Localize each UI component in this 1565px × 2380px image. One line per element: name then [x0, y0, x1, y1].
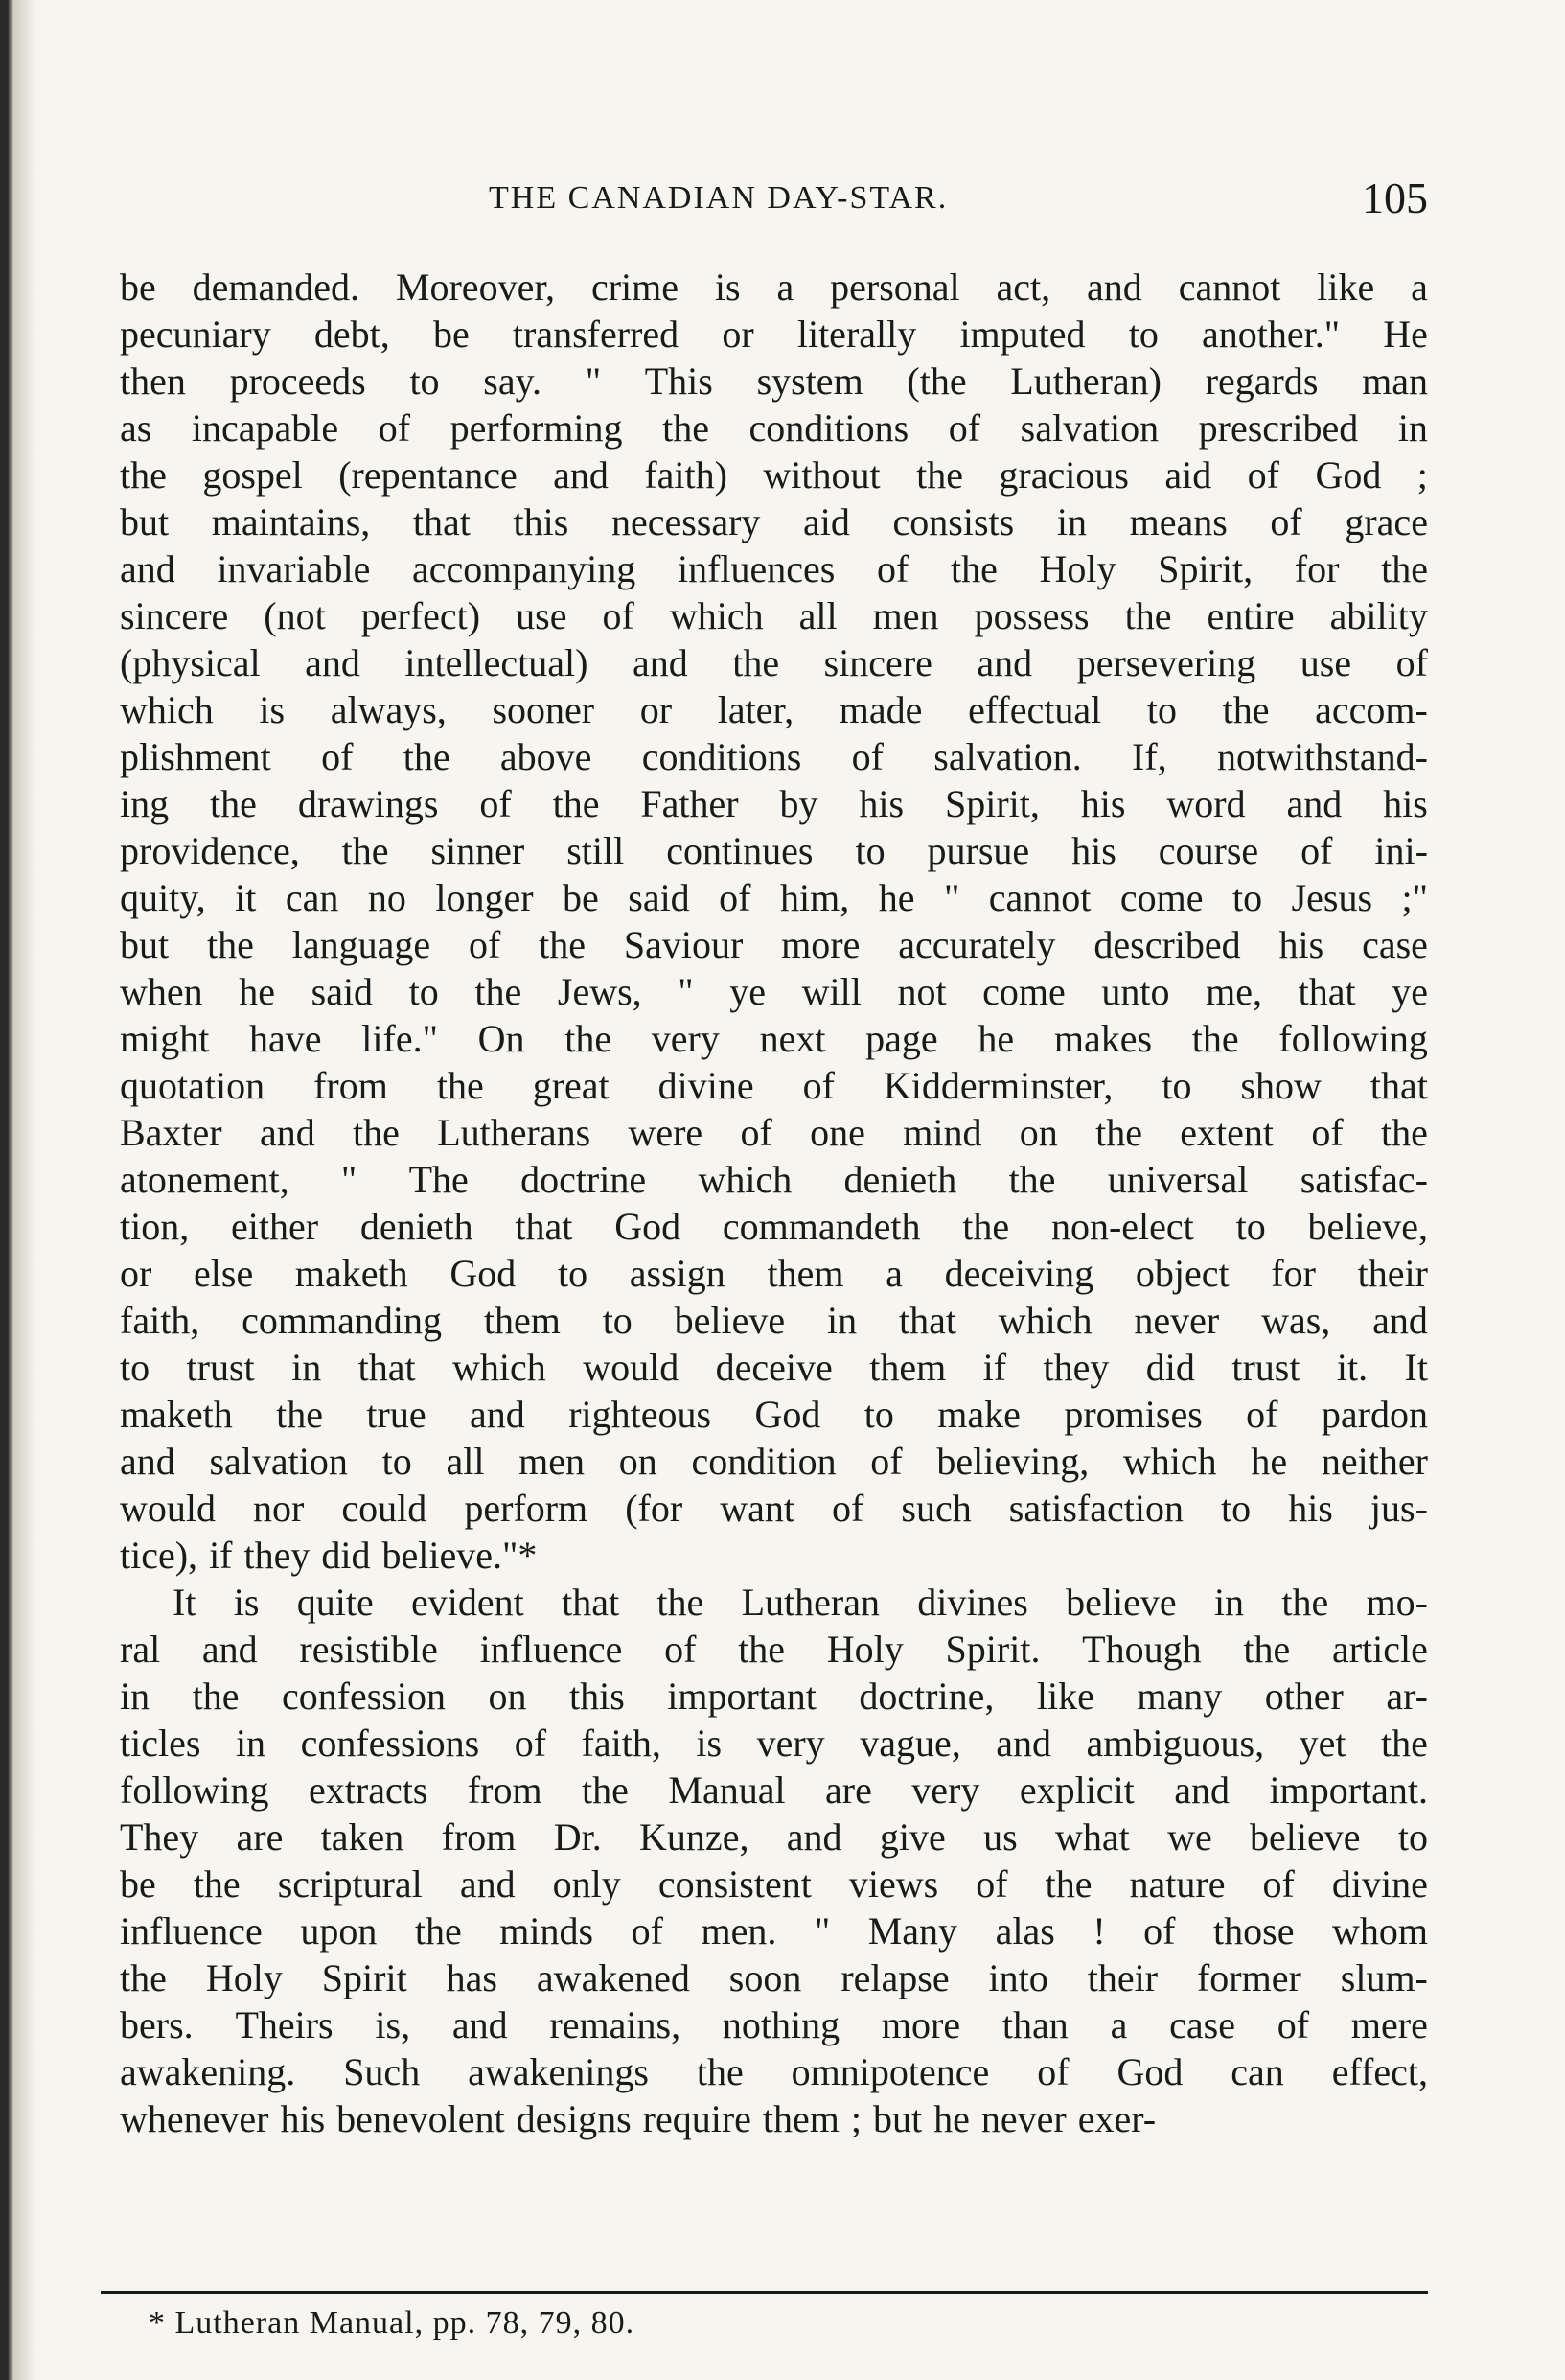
- text-line: It is quite evident that the Lutheran divines believe in the mo-: [173, 1581, 1428, 1624]
- text-line: following extracts from the Manual are very explicit and important.: [120, 1768, 1428, 1812]
- text-line: to trust in that which would deceive them if they did trust it. It: [120, 1346, 1428, 1389]
- text-line: but the language of the Saviour more accurately described his case: [120, 923, 1428, 966]
- text-line: and salvation to all men on condition of believing, which he neither: [120, 1440, 1428, 1483]
- text-line: pecuniary debt, be transferred or literally imputed to another." He: [120, 312, 1428, 356]
- text-line: quotation from the great divine of Kidderminster, to show that: [120, 1064, 1428, 1107]
- text-line: (physical and intellectual) and the sincere and persevering use of: [120, 641, 1428, 684]
- text-line: which is always, sooner or later, made effectual to the accom-: [120, 688, 1428, 731]
- running-title: THE CANADIAN DAY-STAR.: [489, 180, 949, 216]
- text-line: atonement, " The doctrine which denieth the universal satisfac-: [120, 1158, 1428, 1201]
- text-line: but maintains, that this necessary aid consists in means of grace: [120, 500, 1428, 543]
- text-line: or else maketh God to assign them a deceiving object for their: [120, 1252, 1428, 1295]
- text-line: ticles in confessions of faith, is very vague, and ambiguous, yet the: [120, 1721, 1428, 1765]
- text-line: might have life." On the very next page he makes the following: [120, 1017, 1428, 1060]
- text-line: as incapable of performing the conditions of salvation prescribed in: [120, 406, 1428, 450]
- text-line: faith, commanding them to believe in that which never was, and: [120, 1299, 1428, 1342]
- body-text: [120, 264, 1428, 2142]
- text-line: providence, the sinner still continues to pursue his course of ini-: [120, 829, 1428, 872]
- text-line: awakening. Such awakenings the omnipotence of God can effect,: [120, 2050, 1428, 2093]
- book-binding-edge: [0, 0, 36, 2380]
- text-line: tion, either denieth that God commandeth the non-elect to believe,: [120, 1205, 1428, 1248]
- text-line: ing the drawings of the Father by his Spirit, his word and his: [120, 782, 1428, 825]
- footnote-rule: [101, 2291, 1428, 2294]
- text-line: sincere (not perfect) use of which all men possess the entire ability: [120, 594, 1428, 637]
- text-line: and invariable accompanying influences of the Holy Spirit, for the: [120, 547, 1428, 590]
- text-line: then proceeds to say. " This system (the Lutheran) regards man: [120, 359, 1428, 403]
- text-line: quity, it can no longer be said of him, he " cannot come to Jesus ;": [120, 876, 1428, 919]
- footnote: * Lutheran Manual, pp. 78, 79, 80.: [149, 2305, 635, 2341]
- text-line: the gospel (repentance and faith) without the gracious aid of God ;: [120, 453, 1428, 497]
- text-line: They are taken from Dr. Kunze, and give us what we believe to: [120, 1815, 1428, 1859]
- text-line: ral and resistible influence of the Holy Spirit. Though the article: [120, 1628, 1428, 1671]
- text-line: be the scriptural and only consistent views of the nature of divine: [120, 1862, 1428, 1906]
- text-line: whenever his benevolent designs require them ; but he never exer-: [120, 2097, 1157, 2140]
- page-number: 105: [1362, 173, 1428, 222]
- text-line: would nor could perform (for want of such satisfaction to his jus-: [120, 1487, 1428, 1530]
- text-line: when he said to the Jews, " ye will not come unto me, that ye: [120, 970, 1428, 1013]
- text-line: influence upon the minds of men. " Many alas ! of those whom: [120, 1909, 1428, 1953]
- page-header: [489, 173, 1428, 230]
- text-line: maketh the true and righteous God to make promises of pardon: [120, 1393, 1428, 1436]
- text-line: be demanded. Moreover, crime is a personal act, and cannot like a: [120, 266, 1428, 309]
- text-line: plishment of the above conditions of salvation. If, notwithstand-: [120, 735, 1428, 778]
- text-line: in the confession on this important doctrine, like many other ar-: [120, 1675, 1428, 1718]
- text-line: bers. Theirs is, and remains, nothing more than a case of mere: [120, 2003, 1428, 2046]
- text-line: tice), if they did believe."*: [120, 1534, 538, 1577]
- text-line: the Holy Spirit has awakened soon relapse into their former slum-: [120, 1956, 1428, 1999]
- text-line: Baxter and the Lutherans were of one mind on the extent of the: [120, 1111, 1428, 1154]
